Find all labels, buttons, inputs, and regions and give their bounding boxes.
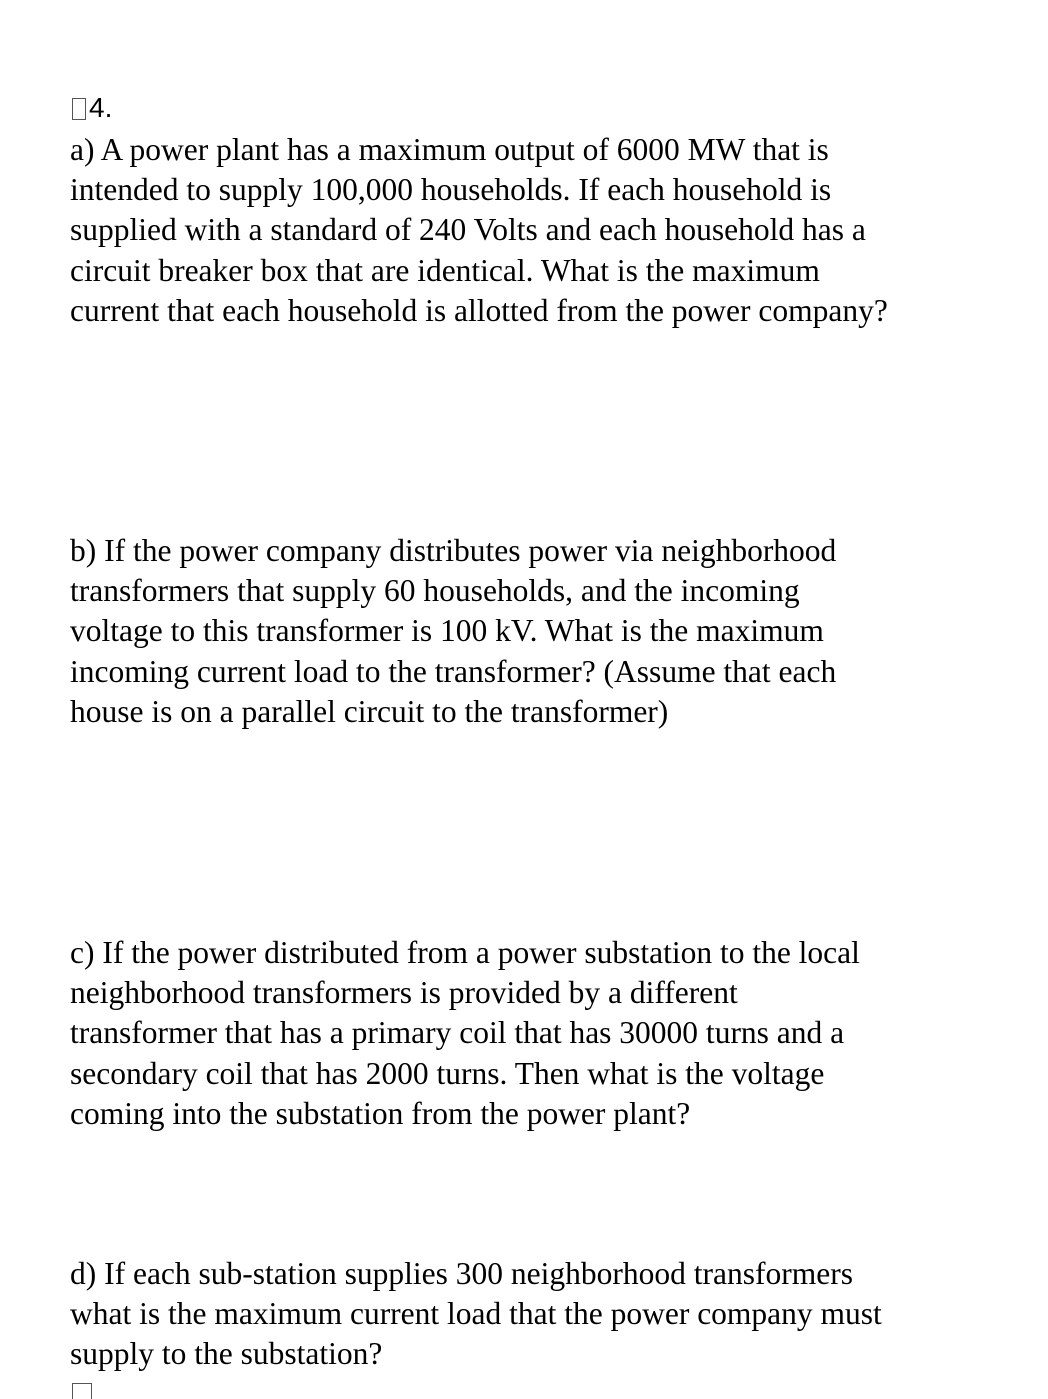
missing-glyph-box-icon — [72, 98, 86, 120]
question-part-d: d) If each sub-station supplies 300 neighborhood transformers what is the maximum current load that the power company must supply to the substation? — [70, 1256, 882, 1372]
question-part-b: b) If the power company distributes power via neighborhood transformers that supply 60 households, and the incoming voltage to this transformer is 100 kV. What is the maximum incoming current load to the transformer? (Assume that each house is on a parallel circuit to the transformer) — [70, 533, 837, 729]
question-number-label: 4. — [89, 92, 113, 123]
question-part-a: a) A power plant has a maximum output of 6000 MW that is intended to supply 100,000 households. If each household is supplied with a standard of 240 Volts and each household has a circuit breaker box that are identical. What is the maximum current that each household is allotted from the power company? — [70, 132, 888, 328]
question-part-c: c) If the power distributed from a power substation to the local neighborhood transformers is provided by a different transformer that has a primary coil that has 30000 turns and a secondary coil that has 2000 turns. Then what is the voltage coming into the substation from the power plant? — [70, 935, 860, 1131]
question-number — [72, 92, 112, 124]
